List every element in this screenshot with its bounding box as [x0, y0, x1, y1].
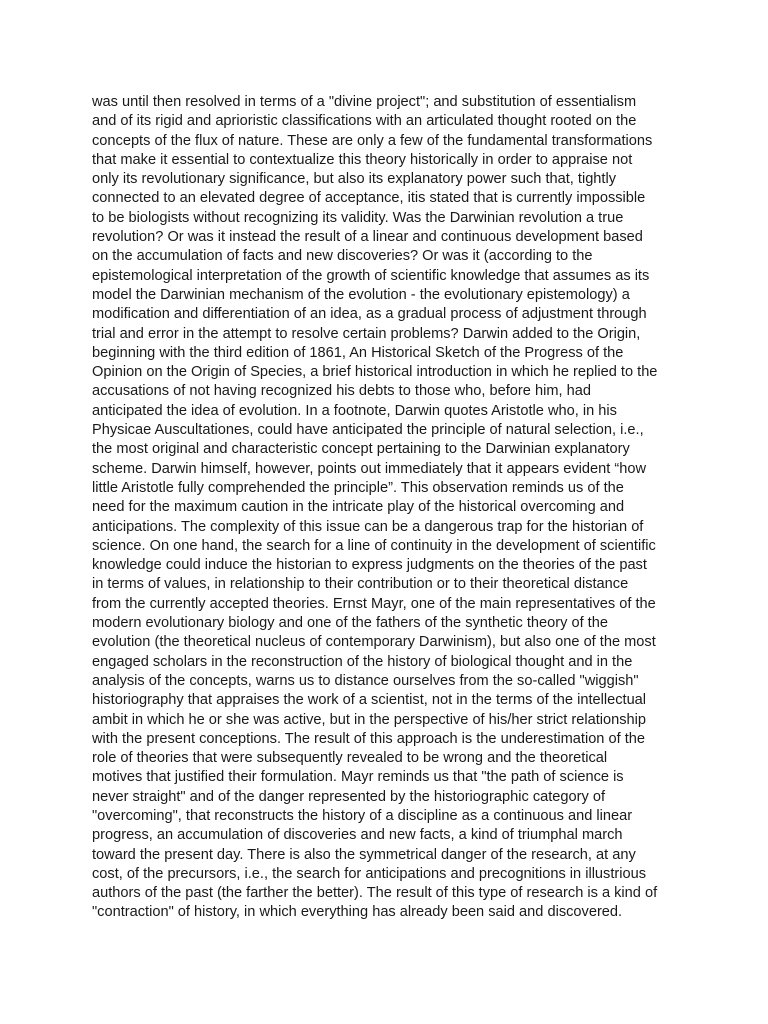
text-line: anticipations. The complexity of this issue can be a dangerous trap for the historian of	[92, 518, 644, 535]
text-line: progress, an accumulation of discoveries and new facts, a kind of triumphal march	[92, 827, 623, 844]
text-line: and of its rigid and aprioristic classifications with an articulated thought rooted on the	[92, 113, 637, 130]
text-line: engaged scholars in the reconstruction of the history of biological thought and in the	[92, 653, 633, 670]
text-line: only its revolutionary significance, but also its explanatory power such that, tightly	[92, 171, 617, 188]
text-line: modification and differentiation of an idea, as a gradual process of adjustment through	[92, 306, 647, 323]
text-line: role of theories that were subsequently revealed to be wrong and the theoretical	[92, 750, 608, 767]
text-line: revolution? Or was it instead the result of a linear and continuous development based	[92, 229, 643, 246]
text-line: ambit in which he or she was active, but in the perspective of his/her strict relationship	[92, 711, 647, 728]
text-line: connected to an elevated degree of acceptance, itis stated that is currently impossible	[92, 190, 646, 207]
text-line: beginning with the third edition of 1861, An Historical Sketch of the Progress of the	[92, 344, 624, 361]
text-line: toward the present day. There is also the symmetrical danger of the research, at any	[92, 846, 636, 863]
text-line: epistemological interpretation of the growth of scientific knowledge that assumes as its	[92, 267, 650, 284]
text-line: science. On one hand, the search for a line of continuity in the development of scientific	[92, 537, 656, 554]
text-line: trial and error in the attempt to resolve certain problems? Darwin added to the Origin,	[92, 325, 641, 342]
text-line: little Aristotle fully comprehended the principle”. This observation reminds us of the	[92, 479, 624, 496]
text-line: Physicae Auscultationes, could have anticipated the principle of natural selection, i.e.,	[92, 422, 644, 439]
text-line: motives that justified their formulation. Mayr reminds us that "the path of science is	[92, 769, 624, 786]
text-line: model the Darwinian mechanism of the evolution - the evolutionary epistemology) a	[92, 286, 630, 303]
text-line: scheme. Darwin himself, however, points out immediately that it appears evident “how	[92, 460, 647, 477]
text-line: cost, of the precursors, i.e., the search for anticipations and precognitions in illustrious	[92, 865, 647, 882]
text-line: authors of the past (the farther the better). The result of this type of research is a kind of	[92, 885, 658, 902]
text-line: anticipated the idea of evolution. In a footnote, Darwin quotes Aristotle who, in his	[92, 402, 617, 419]
text-line: never straight" and of the danger represented by the historiographic category of	[92, 788, 606, 805]
body-text	[92, 93, 682, 923]
text-line: "overcoming", that reconstructs the history of a discipline as a continuous and linear	[92, 807, 633, 824]
text-line: on the accumulation of facts and new discoveries? Or was it (according to the	[92, 248, 593, 265]
text-line: with the present conceptions. The result of this approach is the underestimation of the	[92, 730, 645, 747]
text-line: was until then resolved in terms of a "divine project"; and substitution of essentialism	[92, 94, 637, 110]
text-line: "contraction" of history, in which everything has already been said and discovered.	[92, 904, 623, 921]
text-line: knowledge could induce the historian to express judgments on the theories of the past	[92, 557, 647, 574]
text-line: need for the maximum caution in the intricate play of the historical overcoming and	[92, 499, 625, 516]
text-line: accusations of not having recognized his debts to those who, before him, had	[92, 383, 591, 400]
text-line: evolution (the theoretical nucleus of contemporary Darwinism), but also one of the most	[92, 634, 656, 651]
text-line: historiography that appraises the work of a scientist, not in the terms of the intellectual	[92, 692, 647, 709]
text-line: to be biologists without recognizing its validity. Was the Darwinian revolution a true	[92, 209, 624, 226]
text-line: the most original and characteristic concept pertaining to the Darwinian explanatory	[92, 441, 630, 458]
text-line: that make it essential to contextualize this theory historically in order to appraise not	[92, 151, 633, 168]
text-line: analysis of the concepts, warns us to distance ourselves from the so-called "wiggish"	[92, 672, 639, 689]
text-line: modern evolutionary biology and one of the fathers of the synthetic theory of the	[92, 615, 608, 632]
text-line: Opinion on the Origin of Species, a brief historical introduction in which he replied to the	[92, 364, 658, 381]
text-line: from the currently accepted theories. Ernst Mayr, one of the main representatives of the	[92, 595, 656, 612]
text-line: in terms of values, in relationship to their contribution or to their theoretical distance	[92, 576, 629, 593]
text-line: concepts of the flux of nature. These are only a few of the fundamental transformations	[92, 132, 653, 149]
